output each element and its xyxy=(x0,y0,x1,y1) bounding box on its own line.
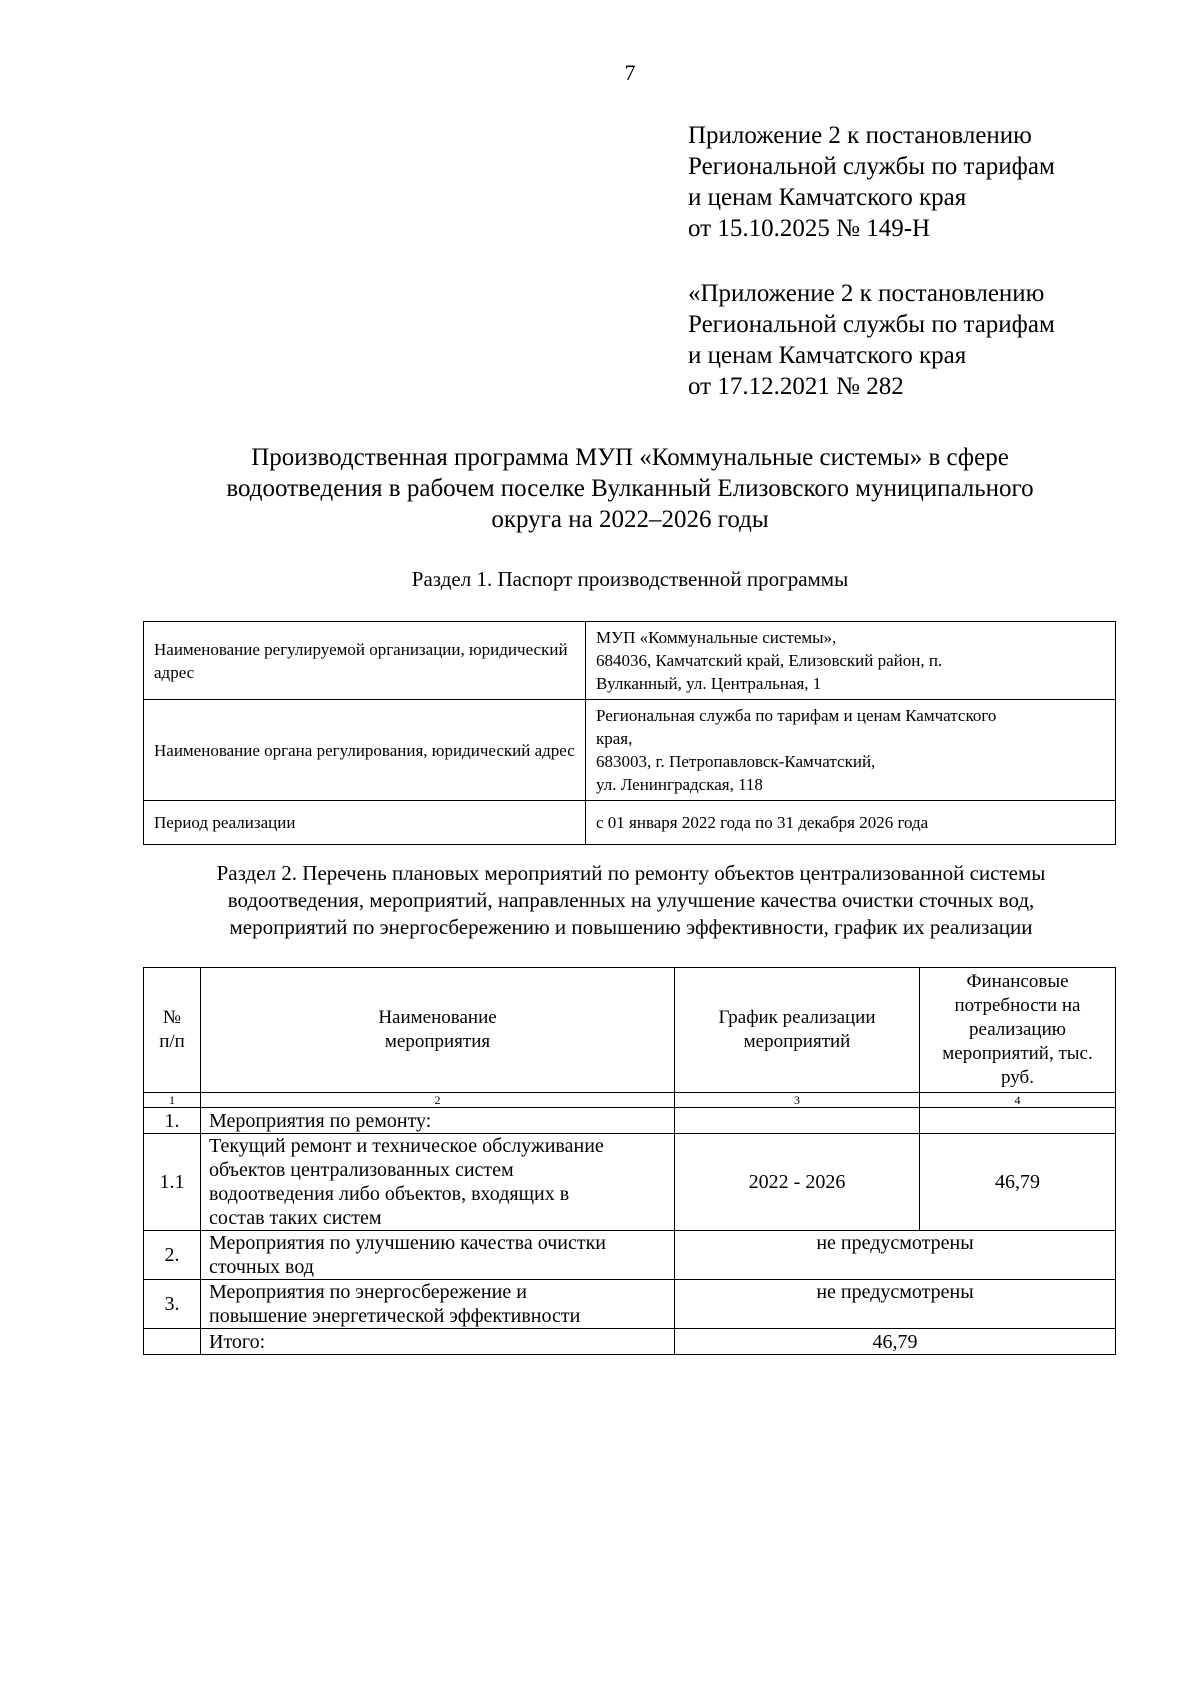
row-name xyxy=(201,1280,675,1329)
passport-value xyxy=(586,801,1116,845)
header-line: Финансовые xyxy=(966,971,1069,992)
row-name xyxy=(201,1134,675,1231)
row-num: 1.1 xyxy=(144,1134,201,1231)
events-table xyxy=(143,967,1116,1355)
table-row xyxy=(144,1108,1116,1134)
value-line: МУП «Коммунальные системы», xyxy=(596,628,837,647)
header-line: № xyxy=(162,1007,182,1028)
value-line: Вулканный, ул. Центральная, 1 xyxy=(596,674,822,693)
name-line: Мероприятия по энергосбережение и xyxy=(209,1281,527,1303)
appendix-current-reference xyxy=(688,120,1158,244)
passport-row xyxy=(144,801,1116,845)
value-line: с 01 января 2022 года по 31 декабря 2026 года xyxy=(596,813,929,832)
row-finance xyxy=(920,1108,1116,1134)
name-line: повышение энергетической эффективности xyxy=(209,1305,581,1327)
name-line: Мероприятия по ремонту: xyxy=(209,1109,432,1132)
row-name xyxy=(201,1231,675,1280)
value-line: 684036, Камчатский край, Елизовский район, п. xyxy=(596,651,943,670)
title-line: Производственная программа МУП «Коммунальные системы» в сфере xyxy=(251,444,1009,471)
appendix-previous-reference xyxy=(688,278,1158,402)
row-finance: 46,79 xyxy=(920,1134,1116,1231)
passport-table xyxy=(143,621,1116,845)
column-number: 2 xyxy=(201,1093,675,1108)
name-line: объектов централизованных систем xyxy=(209,1159,514,1181)
header-line: мероприятий, тыс. xyxy=(942,1043,1093,1064)
column-number: 1 xyxy=(144,1093,201,1108)
appendix-line: от 17.12.2021 № 282 xyxy=(688,373,904,400)
section1-title: Раздел 1. Паспорт производственной программы xyxy=(411,567,849,591)
header-num xyxy=(144,968,201,1093)
row-merged-value: не предусмотрены xyxy=(675,1280,1116,1329)
passport-value xyxy=(586,700,1116,801)
title-line: водоотведения в рабочем поселке Вулканный Елизовского муниципального xyxy=(226,475,1034,502)
passport-row xyxy=(144,622,1116,700)
name-line: Мероприятия по улучшению качества очистки xyxy=(209,1232,607,1254)
passport-label: Период реализации xyxy=(144,801,586,845)
row-num: 1. xyxy=(144,1108,201,1134)
passport-row xyxy=(144,700,1116,801)
table-row xyxy=(144,1231,1116,1280)
appendix-line: «Приложение 2 к постановлению xyxy=(688,280,1045,307)
value-line: 683003, г. Петропавловск-Камчатский, xyxy=(596,752,876,771)
name-line: состав таких систем xyxy=(209,1207,382,1229)
header-line: руб. xyxy=(1001,1067,1034,1088)
document-title xyxy=(150,442,1110,535)
section2-title xyxy=(145,860,1117,941)
table-row xyxy=(144,1280,1116,1329)
passport-label: Наименование регулируемой организации, юридический адрес xyxy=(144,622,586,700)
column-number: 3 xyxy=(675,1093,920,1108)
appendix-line: Приложение 2 к постановлению xyxy=(688,122,1032,149)
header-line: реализацию xyxy=(969,1019,1066,1040)
page-number: 7 xyxy=(624,60,636,85)
column-number: 4 xyxy=(920,1093,1116,1108)
value-line: края, xyxy=(596,729,633,748)
passport-value xyxy=(586,622,1116,700)
name-line: водоотведения либо объектов, входящих в xyxy=(209,1183,570,1205)
header-line: мероприятий xyxy=(743,1031,851,1052)
appendix-line: и ценам Камчатского края xyxy=(688,184,967,211)
row-merged-value: не предусмотрены xyxy=(675,1231,1116,1280)
header-line: Наименование xyxy=(378,1007,497,1028)
title-line: Раздел 2. Перечень плановых мероприятий по ремонту объектов централизованной системы xyxy=(216,861,1046,885)
title-line: водоотведения, мероприятий, направленных на улучшение качества очистки сточных вод, xyxy=(227,888,1035,912)
header-line: потребности на xyxy=(954,995,1081,1016)
header-line: п/п xyxy=(159,1031,185,1052)
name-line: Текущий ремонт и техническое обслуживание xyxy=(209,1135,604,1157)
name-line: сточных вод xyxy=(209,1256,314,1278)
header-schedule xyxy=(675,968,920,1093)
appendix-line: Региональной службы по тарифам xyxy=(688,311,1055,338)
row-schedule xyxy=(675,1108,920,1134)
header-line: мероприятия xyxy=(384,1031,491,1052)
header-row xyxy=(144,968,1116,1093)
value-line: ул. Ленинградская, 118 xyxy=(596,775,763,794)
header-name xyxy=(201,968,675,1093)
row-name xyxy=(201,1108,675,1134)
total-row xyxy=(144,1329,1116,1355)
appendix-line: от 15.10.2025 № 149-Н xyxy=(688,215,931,242)
total-value: 46,79 xyxy=(675,1329,1116,1355)
row-schedule: 2022 - 2026 xyxy=(675,1134,920,1231)
row-num: 2. xyxy=(144,1231,201,1280)
passport-label: Наименование органа регулирования, юридический адрес xyxy=(144,700,586,801)
table-row xyxy=(144,1134,1116,1231)
title-line: округа на 2022–2026 годы xyxy=(491,506,769,533)
appendix-line: Региональной службы по тарифам xyxy=(688,153,1055,180)
header-finance xyxy=(920,968,1116,1093)
total-label: Итого: xyxy=(201,1329,675,1355)
header-line: График реализации xyxy=(718,1007,876,1028)
value-line: Региональная служба по тарифам и ценам Камчатского xyxy=(596,706,997,725)
column-number-row xyxy=(144,1093,1116,1108)
total-empty-cell xyxy=(144,1329,201,1355)
appendix-line: и ценам Камчатского края xyxy=(688,342,967,369)
row-num: 3. xyxy=(144,1280,201,1329)
title-line: мероприятий по энергосбережению и повышению эффективности, график их реализации xyxy=(229,915,1033,939)
